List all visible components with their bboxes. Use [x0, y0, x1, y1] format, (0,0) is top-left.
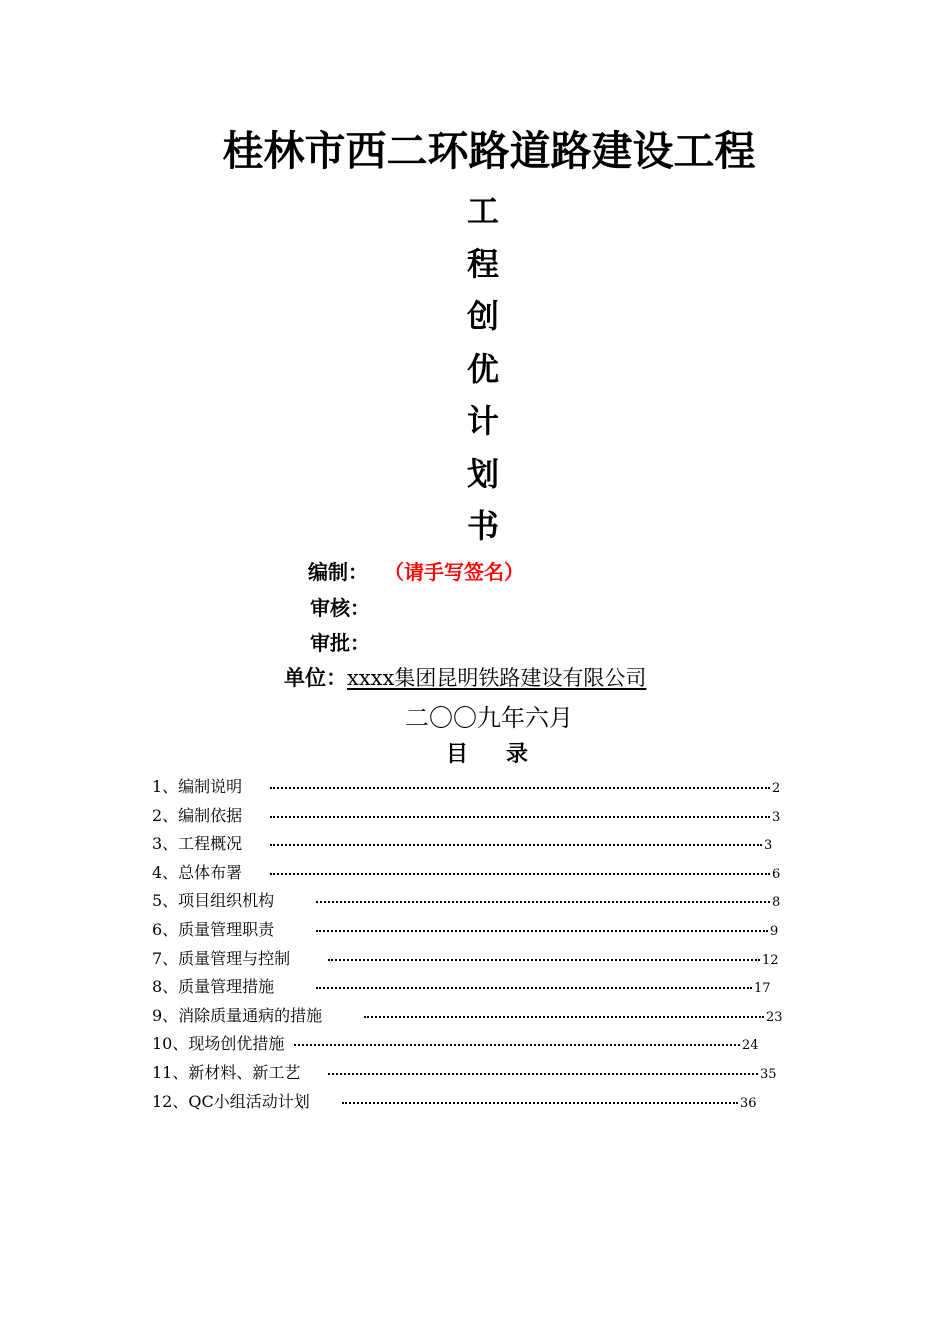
- organization-name: xxxx集团昆明铁路建设有限公司: [347, 666, 647, 690]
- toc-entry-label: 10、现场创优措施: [152, 1034, 285, 1054]
- reviewed-by-row: [310, 592, 370, 621]
- toc-entry-label: 3、工程概况: [152, 834, 243, 854]
- toc-leader-dots: [316, 987, 752, 989]
- compiled-by-row: [308, 556, 524, 585]
- toc-entry-page: 6: [772, 866, 781, 882]
- toc-entry: [152, 1030, 792, 1059]
- subtitle-char: 优: [466, 349, 499, 388]
- toc-entry: [152, 1088, 792, 1117]
- toc-entry-page: 23: [766, 1009, 783, 1025]
- subtitle-char: 工: [466, 192, 499, 230]
- toc-entry-label: 9、消除质量通病的措施: [152, 1005, 323, 1025]
- toc-entry: [152, 945, 792, 974]
- toc-entry: [152, 802, 792, 831]
- vertical-subtitle: [463, 185, 503, 553]
- toc-leader-dots: [342, 1102, 738, 1104]
- toc-entry: [152, 859, 792, 888]
- toc-entry-page: 36: [740, 1095, 757, 1111]
- toc-entry-label: 8、质量管理措施: [152, 977, 275, 997]
- table-of-contents: [152, 773, 792, 1116]
- toc-leader-dots: [270, 844, 762, 846]
- compiled-by-label: 编制：: [308, 560, 368, 584]
- toc-entry-page: 9: [770, 923, 779, 939]
- toc-entry-page: 24: [742, 1038, 759, 1054]
- toc-leader-dots: [270, 816, 770, 818]
- approved-by-row: [310, 627, 370, 656]
- toc-entry-page: 3: [772, 809, 781, 825]
- toc-entry-page: 12: [762, 952, 779, 968]
- toc-entry-page: 3: [764, 838, 773, 854]
- organization-row: [284, 662, 646, 692]
- toc-heading: [446, 737, 528, 768]
- toc-leader-dots: [294, 1044, 740, 1046]
- signature-hint: （请手写签名）: [384, 560, 524, 584]
- toc-entry-page: 17: [754, 981, 771, 997]
- toc-entry-label: 7、质量管理与控制: [152, 948, 291, 968]
- subtitle-char: 划: [466, 454, 499, 493]
- toc-entry: [152, 916, 792, 945]
- toc-entry-label: 2、编制依据: [152, 805, 243, 825]
- subtitle-char: 计: [466, 402, 499, 440]
- document-date: 二〇〇九年六月: [405, 704, 573, 732]
- toc-entry: [152, 1002, 792, 1031]
- toc-leader-dots: [328, 1073, 758, 1075]
- toc-entry-label: 1、编制说明: [152, 777, 243, 796]
- toc-entry-label: 12、QC小组活动计划: [152, 1091, 310, 1111]
- toc-leader-dots: [270, 787, 770, 789]
- toc-entry: [152, 830, 792, 859]
- organization-label: 单位：: [284, 665, 347, 690]
- toc-leader-dots: [328, 959, 760, 961]
- toc-heading-char: 目: [446, 741, 469, 767]
- toc-leader-dots: [316, 901, 770, 903]
- toc-entry-label: 11、新材料、新工艺: [152, 1062, 301, 1082]
- toc-entry: [152, 887, 792, 916]
- toc-leader-dots: [270, 873, 770, 875]
- toc-entry-page: 8: [772, 895, 781, 911]
- toc-entry-label: 4、总体布署: [152, 862, 243, 882]
- subtitle-char: 书: [466, 507, 499, 545]
- toc-heading-char: 录: [506, 741, 529, 767]
- subtitle-char: 创: [466, 297, 499, 335]
- toc-entry-page: 35: [760, 1066, 777, 1082]
- approved-by-label: 审批：: [310, 631, 370, 655]
- toc-leader-dots: [316, 930, 768, 932]
- toc-leader-dots: [364, 1016, 764, 1018]
- reviewed-by-label: 审核：: [310, 596, 370, 620]
- toc-entry-page: 2: [772, 781, 781, 796]
- toc-entry-label: 6、质量管理职责: [152, 919, 275, 939]
- document-title: 桂林市西二环路道路建设工程: [222, 127, 756, 175]
- subtitle-char: 程: [466, 244, 499, 283]
- toc-entry-label: 5、项目组织机构: [152, 891, 275, 911]
- toc-entry: [152, 973, 792, 1002]
- toc-entry: [152, 1059, 792, 1088]
- toc-entry: [152, 773, 792, 802]
